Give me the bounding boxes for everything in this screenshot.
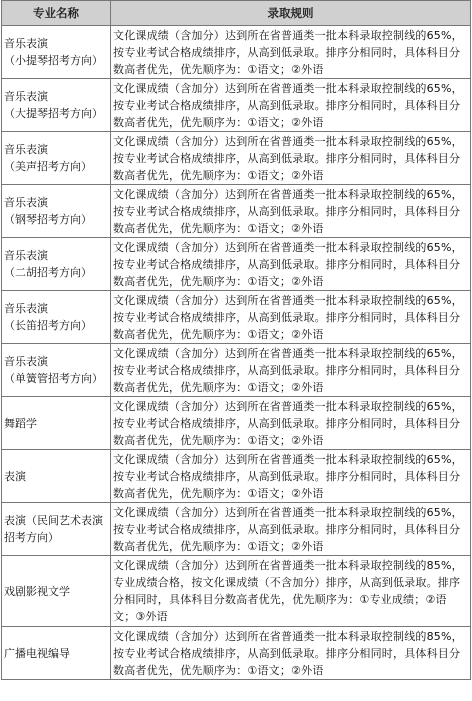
major-name-cell: 表演 [2, 450, 111, 503]
major-name: 音乐表演 （美声招考方向） [4, 143, 92, 173]
major-name-cell: 舞蹈学 [2, 397, 111, 450]
table-row [2, 556, 471, 627]
admission-rules-table [1, 0, 471, 680]
major-name: 音乐表演 （大提琴招考方向） [4, 90, 103, 120]
major-name-cell [2, 26, 111, 79]
table-row [2, 450, 471, 503]
major-name-cell: 戏剧影视文学 [2, 556, 111, 627]
admission-rule-cell: 文化课成绩（含加分）达到所在省普通类一批本科录取控制线的65%，按专业考试合格成绩排序，从高到低录取。排序分相同时，具体科目分数高者优先，优先顺序为：①语文；②外语 [111, 397, 471, 450]
admission-rule-cell: 文化课成绩（含加分）达到所在省普通类一批本科录取控制线的65%，按专业考试合格成绩排序，从高到低录取。排序分相同时，具体科目分数高者优先，优先顺序为：①语文；②外语 [111, 185, 471, 238]
table-row [2, 397, 471, 450]
major-name: 音乐表演 （单簧管招考方向） [4, 355, 103, 385]
table-row [2, 238, 471, 291]
header-major-name: 专业名称 [2, 1, 111, 26]
admission-rule-cell: 文化课成绩（含加分）达到所在省普通类一批本科录取控制线的65%，按专业考试合格成绩排序，从高到低录取。排序分相同时，具体科目分数高者优先，优先顺序为：①语文；②外语 [111, 291, 471, 344]
table-row [2, 344, 471, 397]
admission-rule-cell: 文化课成绩（含加分）达到所在省普通类一批本科录取控制线的65%，按专业考试合格成绩排序，从高到低录取。排序分相同时，具体科目分数高者优先，优先顺序为：①语文；②外语 [111, 344, 471, 397]
admission-rule-cell: 文化课成绩（含加分）达到所在省普通类一批本科录取控制线的65%，按专业考试合格成绩排序，从高到低录取。排序分相同时，具体科目分数高者优先，优先顺序为：①语文；②外语 [111, 132, 471, 185]
table-row [2, 79, 471, 132]
major-name-cell: 表演（民间艺术表演招考方向） [2, 503, 111, 556]
major-name-cell [2, 132, 111, 185]
admission-rule-cell: 文化课成绩（含加分）达到所在省普通类一批本科录取控制线的85%，专业成绩合格，按文化课成绩（不含加分）排序，从高到低录取。排序分相同时，具体科目分数高者优先，优先顺序为：①专业成绩；②语文；③外语 [111, 556, 471, 627]
major-name: 音乐表演 （小提琴招考方向） [4, 37, 103, 67]
major-name-cell [2, 185, 111, 238]
admission-rule-cell: 文化课成绩（含加分）达到所在省普通类一批本科录取控制线的65%，按专业考试合格成绩排序，从高到低录取。排序分相同时，具体科目分数高者优先，优先顺序为：①语文；②外语 [111, 26, 471, 79]
major-name-cell [2, 291, 111, 344]
major-name-cell [2, 344, 111, 397]
table-row [2, 503, 471, 556]
table-row [2, 185, 471, 238]
header-admission-rule: 录取规则 [111, 1, 471, 26]
table-row [2, 627, 471, 680]
admission-rule-cell: 文化课成绩（含加分）达到所在省普通类一批本科录取控制线的65%，按专业考试合格成绩排序，从高到低录取。排序分相同时，具体科目分数高者优先，优先顺序为：①语文；②外语 [111, 79, 471, 132]
admission-rule-cell: 文化课成绩（含加分）达到所在省普通类一批本科录取控制线的65%，按专业考试合格成绩排序，从高到低录取。排序分相同时，具体科目分数高者优先，优先顺序为：①语文；②外语 [111, 450, 471, 503]
admission-rule-cell: 文化课成绩（含加分）达到所在省普通类一批本科录取控制线的85%，按专业考试合格成绩排序，从高到低录取。排序分相同时，具体科目分数高者优先，优先顺序为：①语文；②外语 [111, 627, 471, 680]
table-header-row [2, 1, 471, 26]
major-name-cell [2, 238, 111, 291]
major-name: 音乐表演 （二胡招考方向） [4, 249, 92, 279]
table-row [2, 132, 471, 185]
major-name-cell [2, 79, 111, 132]
table-row [2, 291, 471, 344]
table-row [2, 26, 471, 79]
admission-rule-cell: 文化课成绩（含加分）达到所在省普通类一批本科录取控制线的65%，按专业考试合格成绩排序，从高到低录取。排序分相同时，具体科目分数高者优先，优先顺序为：①语文；②外语 [111, 503, 471, 556]
major-name: 音乐表演 （长笛招考方向） [4, 302, 92, 332]
admission-rule-cell: 文化课成绩（含加分）达到所在省普通类一批本科录取控制线的65%，按专业考试合格成绩排序，从高到低录取。排序分相同时，具体科目分数高者优先，优先顺序为：①语文；②外语 [111, 238, 471, 291]
major-name: 音乐表演 （钢琴招考方向） [4, 196, 92, 226]
major-name-cell: 广播电视编导 [2, 627, 111, 680]
